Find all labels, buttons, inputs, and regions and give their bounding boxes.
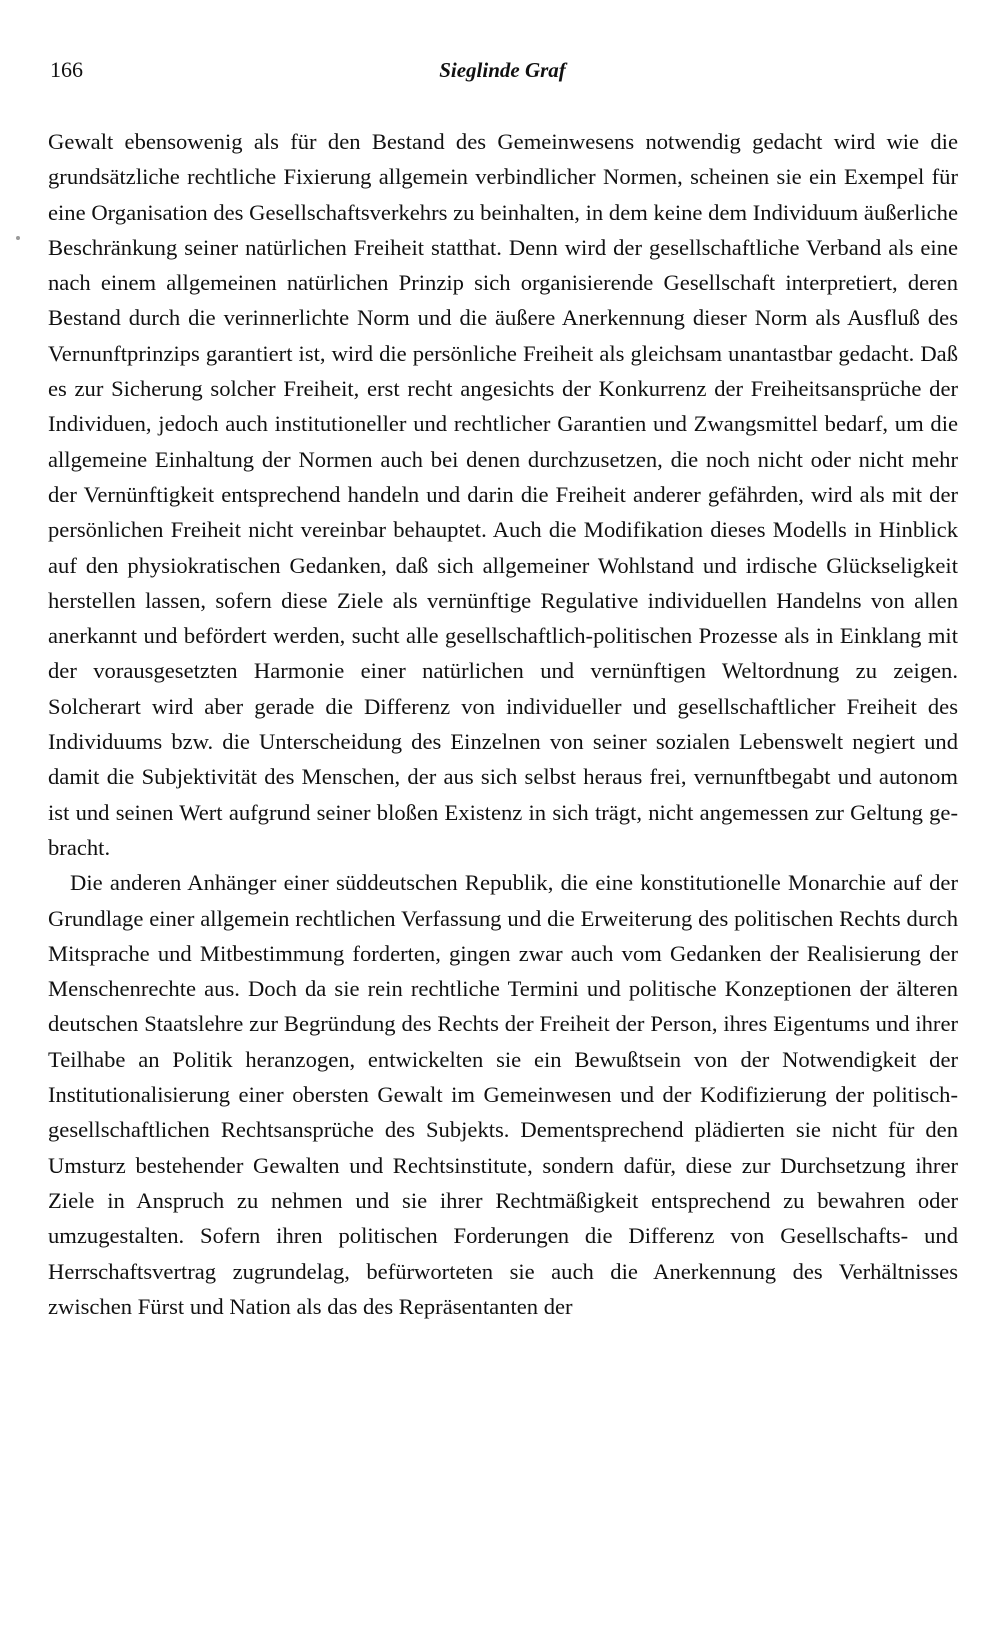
paragraph-2: Die anderen Anhänger einer süddeutschen Republik, die eine konstitutionelle Monarchie auf der Grundlage einer allgemein rechtlichen Verfassung und die Erweiterung des politischen Rechts durch Mitsprache und Mitbestimmung forderten, gingen zwar auch vom Gedanken der Realisierung der Menschenrechte aus. Doch da sie rein rechtliche Termini und politische Konzeptionen der älteren deutschen Staatslehre zur Begründung des Rechts der Freiheit der Person, ihres Eigentums und ihrer Teilhabe an Politik heranzogen, entwickelten sie ein Bewußtsein von der Notwendigkeit der Institutionalisierung einer obersten Gewalt im Gemeinwesen und der Kodifizierung der politisch-gesellschaftlichen Rechtsansprüche des Subjekts. Dementsprechend plädierten sie nicht für den Umsturz bestehender Gewalten und Rechtsinstitute, sondern dafür, diese zur Durchsetzung ihrer Ziele in Anspruch zu nehmen und sie ihrer Rechtmäßigkeit entsprechend zu bewahren oder umzugestalten. Sofern ihren politischen Forderungen die Differenz von Gesellschafts- und Herrschaftsvertrag zugrundelag, befürworteten sie auch die Anerkennung des Verhältnisses zwischen Fürst und Nation als das des Repräsentanten der — [48, 870, 958, 1319]
margin-dot — [16, 236, 20, 240]
paragraph-1: Gewalt ebensowenig als für den Bestand des Gemeinwesens notwendig gedacht wird wie die grundsätzliche rechtliche Fixierung allgemein verbindlicher Normen, scheinen sie ein Exempel für eine Organisation des Gesellschaftsverkehrs zu beinhalten, in dem keine dem Individuum äußerliche Beschränkung seiner natürlichen Freiheit statthat. Denn wird der gesellschaftliche Verband als eine nach einem allgemeinen natürlichen Prinzip sich organisierende Gesellschaft interpretiert, deren Bestand durch die verinnerlichte Norm und die äußere Anerkennung dieser Norm als Ausfluß des Vernunftprinzips garantiert ist, wird die persönliche Freiheit als gleichsam unantastbar gedacht. Daß es zur Sicherung solcher Freiheit, erst recht angesichts der Konkurrenz der Freiheitsansprüche der Individuen, jedoch auch institutioneller und rechtlicher Garantien und Zwangsmittel bedarf, um die allgemeine Einhaltung der Normen auch bei denen durchzusetzen, die noch nicht oder nicht mehr der Vernünftigkeit entsprechend handeln und darin die Freiheit anderer gefährden, wird als mit der persönlichen Freiheit nicht vereinbar behauptet. Auch die Modifikation dieses Modells in Hinblick auf den physiokratischen Gedanken, daß sich allgemeiner Wohlstand und irdische Glückseligkeit herstellen lassen, sofern diese Ziele als vernünftige Regulative individuellen Handelns von allen anerkannt und befördert werden, sucht alle gesellschaftlich-politischen Prozesse als in Einklang mit der vorausgesetzten Harmonie einer natürlichen und vernünftigen Weltordnung zu zeigen. Solcherart wird aber gerade die Differenz von individueller und gesellschaftlicher Freiheit des Individuums bzw. die Unterscheidung des Einzelnen von seiner sozialen Lebenswelt negiert und damit die Subjektivität des Menschen, der aus sich selbst heraus frei, vernunftbegabt und autonom ist und seinen Wert aufgrund seiner bloßen Existenz in sich trägt, nicht angemessen zur Geltung gebracht. — [48, 129, 958, 860]
page-number: 166 — [50, 57, 83, 82]
running-head-author: Sieglinde Graf — [439, 58, 566, 82]
body-text — [48, 124, 958, 1324]
page-header — [50, 56, 955, 90]
